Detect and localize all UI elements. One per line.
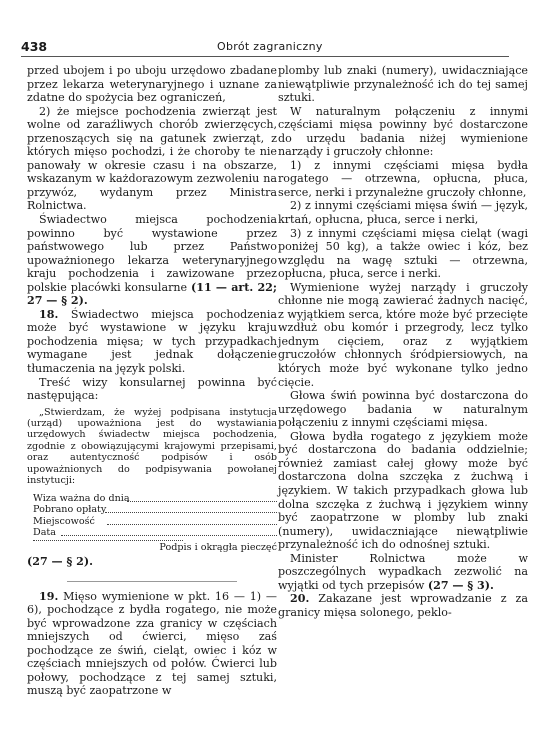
paragraph: przed ubojem i po uboju urzędowo zbadane przez lekarza weterynaryjnego i uznane za zdatne do spożycia bez ograniczeń, (27, 64, 277, 105)
list-item: 3) z innymi częściami mięsa cieląt (wagi poniżej 50 kg), a także owiec i kóz, bez względu na wagę sztuki — otrzewna, opłucna, płuca, serce i nerki. (278, 226, 528, 281)
paragraph: Głowa bydła rogatego z językiem może być dostarczona do badania oddzielnie; również zamiast całej głowy może być dostarczona dolna szczęka z żuchwą i językiem. W takich przypadkach głowa lub dolna szczęka z żuchwą i językiem winny być zaopatrzone w plomby lub znaki (numery), uwidaczniające niewątpliwie przynależność ich do odnośnej sztuki. (278, 429, 528, 552)
reference: (11 — art. 22; 27 — § 2). (27, 280, 277, 308)
paragraph: Treść wizy konsularnej powinna być następująca: (27, 375, 277, 403)
form-field-valid-until: Wiza ważna do dnia (27, 493, 277, 505)
list-item: 2) z innymi częściami mięsa świń — język, krtań, opłucna, płuca, serce i nerki, (278, 199, 528, 227)
visa-quote: „Stwierdzam, że wyżej podpisana instytucja (urząd) upoważniona jest do wystawiania urzędowych świadectw miejsca pochodzenia, zgodnie z obowiązującymi krajowymi przepisami, oraz autentyczność podpisów i osób upoważnionych do podpisywania powołanej instytucji: (27, 406, 277, 487)
divider (67, 581, 237, 584)
reference: (27 — § 3). (427, 578, 494, 592)
form-field-fees: Pobrano opłaty (27, 504, 277, 516)
running-head: Obrót zagraniczny (217, 40, 323, 53)
paragraph: Minister Rolnictwa może w poszczególnych wypadkach zezwolić na wyjątki od tych przepisów (27 — § 3). (278, 551, 528, 592)
paragraph-19: 19. Mięso wymienione w pkt. 16 — 1) — 6), pochodzące z bydła rogatego, nie może być wprowadzone zza granicy w częściach mniejszych od ćwierci, mięso zaś pochodzące ze świń, cieląt, owiec i kóz w częściach mniejszych od połów. Ćwierci lub połowy, pochodzące z tej samej sztuki, muszą być zaopatrzone w (27, 589, 277, 698)
list-item: 1) z innymi częściami mięsa bydła rogatego — otrzewna, opłucna, płuca, serce, nerki i przynależne gruczoły chłonne, (278, 158, 528, 199)
section-number: 18. (39, 307, 59, 321)
page-header (21, 38, 509, 57)
left-column (27, 64, 277, 698)
section-number: 19. (39, 589, 59, 603)
paragraph: plomby lub znaki (numery), uwidaczniające niewątpliwie przynależność ich do tej samej sztuki. (278, 64, 528, 105)
right-column (278, 64, 528, 619)
signature-line (33, 540, 183, 541)
paragraph: 2) że miejsce pochodzenia zwierząt jest wolne od zaraźliwych chorób zwierzęcych, przenoszących się na gatunek zwierząt, z których mięso pochodzi, i że choroby te nie panowały w okresie czasu i na obszarze, wskazanym w każdorazowym zezwoleniu na przywóz, wydanym przez Ministra Rolnictwa. (27, 104, 277, 213)
watermark (360, 688, 372, 728)
form-reference: (27 — § 2). (27, 555, 93, 569)
paragraph: Świadectwo miejsca pochodzenia powinno być wystawione przez państwowego lub przez Państwo upoważnionego lekarza weterynaryjnego kraju pochodzenia i zawizowane przez polskie placówki konsularne (11 — art. 22; 27 — § 2). (27, 213, 277, 308)
paragraph: Wymienione wyżej narządy i gruczoły chłonne nie mogą zawierać żadnych nacięć, z wyjątkiem serca, które może być przecięte wzdłuż obu komór i przegrody, lecz tylko jednym cięciem, oraz z wyjątkiem gruczołów chłonnych śródpiersiowych, na których może być wykonane tylko jedno cięcie. (278, 280, 528, 389)
paragraph: Głowa świń powinna być dostarczona do urzędowego badania w naturalnym połączeniu z innymi częściami mięsa. (278, 389, 528, 430)
paragraph-20: 20. Zakazane jest wprowadzanie z za granicy mięsa solonego, peklo- (278, 592, 528, 619)
page-number: 438 (21, 39, 48, 54)
form-field-date: Data (27, 527, 277, 539)
form-field-place: Miejscowość (27, 516, 277, 528)
paragraph-18: 18. Świadectwo miejsca pochodzenia może być wystawione w języku kraju pochodzenia mięsa; w tych przypadkach wymagane jest jednak dołączenie tłumaczenia na język polski. (27, 307, 277, 376)
signature-label: Podpis i okrągła pieczęć (159, 541, 277, 553)
section-number: 20. (290, 592, 310, 606)
visa-form (27, 493, 277, 554)
paragraph: W naturalnym połączeniu z innymi częściami mięsa powinny być dostarczone do urzędu badania niżej wymienione narządy i gruczoły chłonne: (278, 104, 528, 159)
